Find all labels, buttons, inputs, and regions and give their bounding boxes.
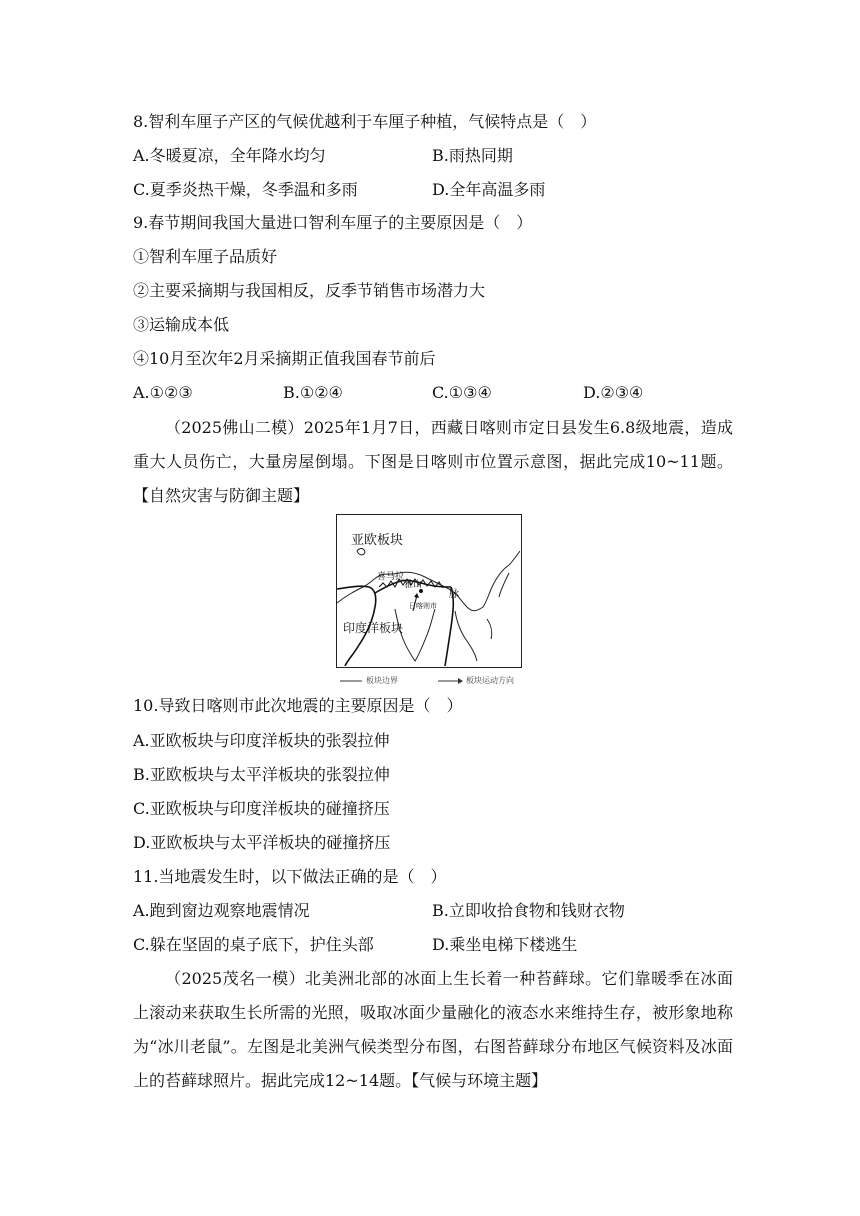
q9-option-d: D.②③④ [583,383,644,402]
legend-motion-label: 板块运动方向 [466,676,514,685]
q9-statement-4: ④10月至次年2月采摘期正值我国春节前后 [133,349,436,368]
q9-statement-2: ②主要采摘期与我国相反，反季节销售市场潜力大 [133,281,486,300]
q9-option-c: C.①③④ [432,383,492,402]
q9-statement-1: ①智利车厘子品质好 [133,247,278,266]
q8-option-c: C.夏季炎热干燥，冬季温和多雨 [133,180,358,199]
arrow-head-icon [414,593,419,598]
q10-option-c: C.亚欧板块与印度洋板块的碰撞挤压 [133,799,390,818]
label-rikaze-city: 日喀则市 [409,602,437,610]
q10-option-d: D.亚欧板块与太平洋板块的碰撞挤压 [133,833,391,852]
q9-statement-3: ③运输成本低 [133,315,230,334]
label-eurasian-plate: 亚欧板块 [351,533,404,548]
q11-option-c: C.躲在坚固的桌子底下，护住头部 [133,935,374,954]
q11-option-a: A.跑到窗边观察地震情况 [133,901,310,920]
legend-boundary-label: 板块边界 [366,676,398,685]
label-himalaya-1: 喜马拉 [377,572,405,582]
q10-option-b: B.亚欧板块与太平洋板块的张裂拉伸 [133,765,390,784]
q9-option-b: B.①②④ [283,383,343,402]
intro-paragraph-moss-ball: （2025茂名一模）北美洲北部的冰面上生长着一种苔藓球。它们靠暖季在冰面上滚动来获取生长所需的光照，吸取冰面少量融化的液态水来维持生存，被形象地称为“冰川老鼠”。左图是北美洲气候类型分布图，右图苔藓球分布地区气候资料及冰面上的苔藓球照片。据此完成12~14题。【气候与环境主题】 [133,969,733,1090]
island [357,548,365,554]
intro-paragraph-earthquake: （2025佛山二模）2025年1月7日，西藏日喀则市定日县发生6.8级地震，造成重大人员伤亡，大量房屋倒塌。下图是日喀则市位置示意图，据此完成10~11题。【自然灾害与防御主题】 [133,418,733,505]
q11-option-d: D.乘坐电梯下楼逃生 [432,935,578,954]
q10-option-a: A.亚欧板块与印度洋板块的张裂拉伸 [133,731,390,750]
coastline-japan [499,573,509,597]
coastline-se-asia [455,611,492,661]
q8-option-d: D.全年高温多雨 [432,180,546,199]
legend-arrow-icon [458,678,463,684]
question-11-stem: 11.当地震发生时，以下做法正确的是（ ） [133,867,447,886]
question-8-stem: 8.智利车厘子产区的气候优越利于车厘子种植，气候特点是（ ） [133,112,597,131]
question-10-stem: 10.导致日喀则市此次地震的主要原因是（ ） [133,696,463,715]
label-himalaya-3: 脉 [449,589,459,600]
rikaze-location-map [336,514,522,668]
label-indian-plate: 印度洋板块 [343,621,404,635]
label-himalaya-2: 雅山 [404,580,423,590]
q8-option-b: B.雨热同期 [432,146,513,165]
q9-option-a: A.①②③ [133,383,193,402]
question-9-stem: 9.春节期间我国大量进口智利车厘子的主要原因是（ ） [133,213,533,232]
q8-option-a: A.冬暖夏凉，全年降水均匀 [133,146,326,165]
q11-option-b: B.立即收拾食物和钱财衣物 [432,901,625,920]
map-legend [336,674,536,688]
